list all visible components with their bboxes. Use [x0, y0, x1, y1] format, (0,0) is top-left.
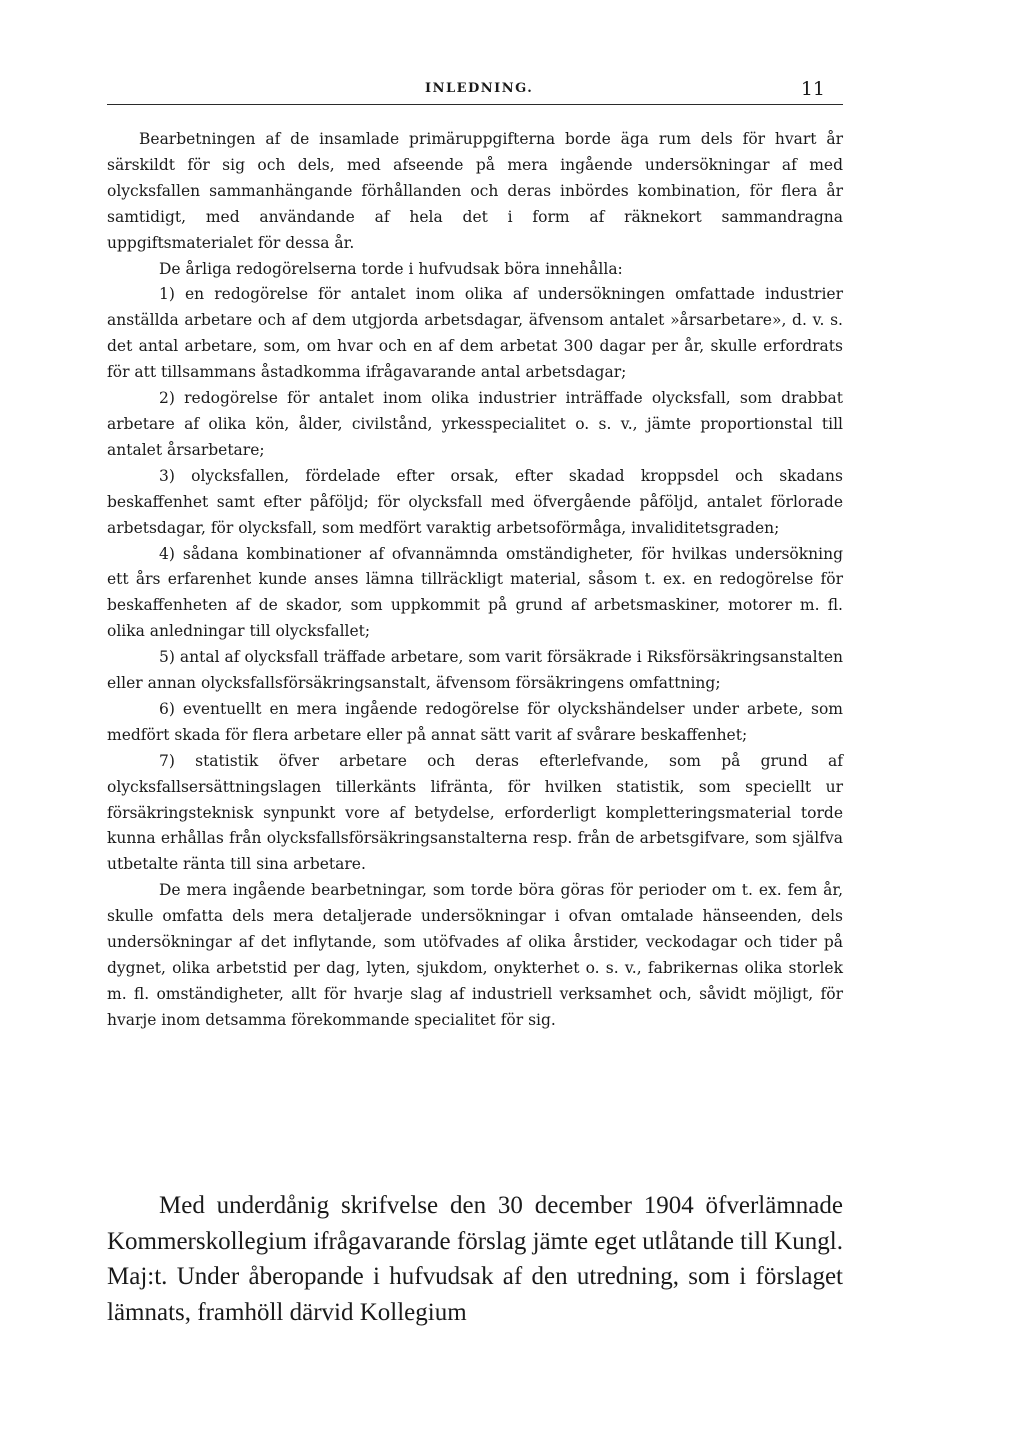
paragraph-arliga-redogorelser: De årliga redogörelserna torde i hufvudsak böra innehålla: — [159, 259, 623, 278]
body-text — [107, 127, 843, 1034]
list-item-7: 7) statistik öfver arbetare och deras efterlefvande, som på grund af olycksfallsersättningslagen tillerkänts lifränta, för hvilken statistik, som speciellt ur försäkringsteknisk synpunkt vore af betydelse, erforderligt kompletteringsmaterial torde kunna erhållas från olycksfallsförsäkringsanstalterna resp. från de arbetsgifvare, som själfva utbetalte ränta till sina arbetare. — [107, 751, 843, 874]
header-rule — [107, 104, 843, 105]
list-item-5: 5) antal af olycksfall träffade arbetare, som varit försäkrade i Riksförsäkringsanstalten eller annan olycksfallsförsäkringsanstalt, äfvensom försäkringens omfattning; — [107, 648, 843, 693]
paragraph-bearbetning: Bearbetningen af de insamlade primäruppgifterna borde äga rum dels för hvart år särskildt för sig och dels, med afseende på mera ingående undersökningar af med olycksfallen sammanhängande förhållanden och deras inbördes kombination, för flera år samtidigt, med användande af hela det i form af räknekort sammandragna uppgiftsmaterialet för dessa år. — [107, 130, 843, 252]
list-item-1: 1) en redogörelse för antalet inom olika af undersökningen omfattade industrier anställda arbetare och af dem utgjorda arbetsdagar, äfvensom antalet »årsarbetare», d. v. s. det antal arbetare, som, om hvar och en af dem arbetat 300 dagar per år, skulle erfordrats för att tillsammans åstadkomma ifrågavarande antal arbetsdagar; — [107, 285, 843, 382]
list-item-4: 4) sådana kombinationer af ofvannämnda omständigheter, för hvilkas undersökning ett års erfarenhet kunde anses lämna tillräckligt material, såsom t. ex. en redogörelse för beskaffenheten af de skador, som uppkommit på grund af arbetsmaskiner, motorer m. fl. olika anledningar till olycksfallet; — [107, 544, 843, 641]
paragraph-skrifvelse: Med underdånig skrifvelse den 30 december 1904 öfverlämnade Kommerskollegium ifrågavarande förslag jämte eget utlåtande till Kungl. Maj:t. Under åberopande i hufvudsak af den utredning, som i förslaget lämnats, framhöll därvid Kollegium — [107, 1192, 843, 1326]
list-item-6: 6) eventuellt en mera ingående redogörelse för olyckshändelser under arbete, som medfört skada för flera arbetare eller på annat sätt varit af svårare beskaffenhet; — [107, 699, 843, 744]
running-head — [107, 78, 843, 104]
paragraph-ingaende-bearbetningar: De mera ingående bearbetningar, som torde böra göras för perioder om t. ex. fem år, skulle omfatta dels mera detaljerade undersökningar i ofvan omtalade hänseenden, dels undersökningar af det inflytande, som utöfvades af olika årstider, veckodagar och tider på dygnet, olika arbetstid per dag, lyten, sjukdom, onykterhet o. s. v., fabrikernas olika storlek m. fl. omständigheter, allt för hvarje slag af industriell verksamhet och, såvidt möjligt, för hvarje inom detsamma förekommande specialitet för sig. — [107, 881, 843, 1029]
list-item-3: 3) olycksfallen, fördelade efter orsak, efter skadad kroppsdel och skadans beskaffenhet samt efter påföljd; för olycksfall med öfvergående påföljd, antalet förlorade arbetsdagar, för olycksfall, som medfört varaktig arbetsoförmåga, invaliditetsgraden; — [107, 466, 843, 537]
running-title: INLEDNING. — [425, 81, 534, 96]
list-item-2: 2) redogörelse för antalet inom olika industrier inträffade olycksfall, som drabbat arbetare af olika kön, ålder, civilstånd, yrkesspecialitet o. s. v., jämte proportionstal till antalet årsarbetare; — [107, 389, 843, 459]
page-number: 11 — [800, 78, 825, 100]
closing-text — [107, 1188, 843, 1330]
